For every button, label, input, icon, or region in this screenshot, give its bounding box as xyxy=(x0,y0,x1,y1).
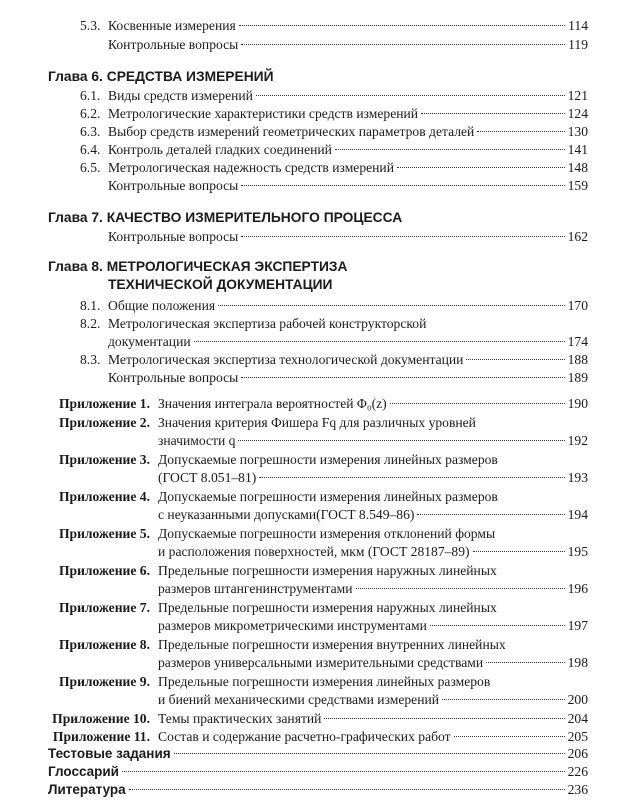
appendix-title-line: Допускаемые погрешности измерения линейных размеров xyxy=(158,489,498,504)
chapter-heading xyxy=(48,258,348,276)
appendix-title-line: Предельные погрешности измерения наружных линейных xyxy=(158,600,497,615)
entry-number: 6.2. xyxy=(80,106,101,121)
dot-leader xyxy=(430,625,565,626)
entry-page: 119 xyxy=(568,37,588,52)
entry-page: 206 xyxy=(567,746,588,761)
appendix-label: Приложение 2. xyxy=(58,415,150,430)
dot-leader xyxy=(174,753,565,754)
dot-leader xyxy=(241,236,564,237)
entry-number: 8.2. xyxy=(80,316,101,331)
dot-leader xyxy=(218,305,565,306)
chapter-title: МЕТРОЛОГИЧЕСКАЯ ЭКСПЕРТИЗА xyxy=(106,259,348,274)
entry-page: 192 xyxy=(567,433,588,448)
dot-leader xyxy=(259,477,564,478)
appendix-title-line: Предельные погрешности измерения линейных размеров xyxy=(158,674,491,689)
dot-leader xyxy=(241,44,565,45)
appendix-label: Приложение 1. xyxy=(58,396,150,411)
dot-leader xyxy=(356,588,565,589)
entry-page: 194 xyxy=(567,507,588,522)
chapter-title: СРЕДСТВА ИЗМЕРЕНИЙ xyxy=(106,69,274,84)
dot-leader xyxy=(417,514,564,515)
chapter-heading xyxy=(48,209,402,227)
dot-leader xyxy=(421,113,565,114)
entry-number: 6.1. xyxy=(80,88,101,103)
chapter-label: Глава 6. xyxy=(48,69,103,84)
dot-leader xyxy=(324,718,564,719)
entry-number: 6.3. xyxy=(80,124,101,139)
appendix-title-line: значимости q xyxy=(158,433,236,448)
chapter-label: Глава 7. xyxy=(48,210,103,225)
dot-leader xyxy=(473,551,565,552)
dot-leader xyxy=(442,699,565,700)
entry-page: 204 xyxy=(567,711,588,726)
chapter-title: ТЕХНИЧЕСКОЙ ДОКУМЕНТАЦИИ xyxy=(108,277,333,292)
entry-page: 226 xyxy=(567,764,588,779)
dot-leader xyxy=(390,403,565,404)
appendix-title-line: Допускаемые погрешности измерения отклонений формы xyxy=(158,526,496,541)
entry-page: 188 xyxy=(567,352,588,367)
appendix-label: Приложение 11. xyxy=(52,729,150,744)
appendix-title: Состав и содержание расчетно-графических работ xyxy=(158,729,451,744)
entry-title: Общие положения xyxy=(108,298,216,313)
entry-title: Контроль деталей гладких соединений xyxy=(108,142,332,157)
entry-number: 6.4. xyxy=(80,142,101,157)
entry-title: Метрологическая надежность средств измерений xyxy=(108,160,394,175)
entry-page: 236 xyxy=(567,782,588,797)
appendix-title-line: (ГОСТ 8.051–81) xyxy=(158,470,257,485)
entry-page: 200 xyxy=(567,692,588,707)
entry-page: 148 xyxy=(567,160,588,175)
appendix-label: Приложение 6. xyxy=(58,563,150,578)
appendix-title-line: размеров штангенинструментами xyxy=(158,581,353,596)
appendix-title: Темы практических занятий xyxy=(158,711,322,726)
appendix-label: Приложение 8. xyxy=(58,637,150,652)
entry-title: Литература xyxy=(48,782,126,797)
chapter-heading xyxy=(48,68,274,86)
dot-leader xyxy=(477,131,564,132)
entry-title-line: документации xyxy=(108,334,191,349)
dot-leader xyxy=(241,185,564,186)
entry-title: Контрольные вопросы xyxy=(108,229,239,244)
appendix-label: Приложение 9. xyxy=(58,674,150,689)
entry-page: 162 xyxy=(567,229,588,244)
entry-page: 190 xyxy=(567,396,588,411)
entry-title: Тестовые задания xyxy=(48,746,171,761)
entry-title: Глоссарий xyxy=(48,764,119,779)
appendix-title-line: с неуказанными допусками(ГОСТ 8.549–86) xyxy=(158,507,415,522)
appendix-title-line: Предельные погрешности измерения внутренних линейных xyxy=(158,637,506,652)
dot-leader xyxy=(397,167,565,168)
entry-page: 130 xyxy=(567,124,588,139)
appendix-label: Приложение 4. xyxy=(58,489,150,504)
dot-leader xyxy=(256,95,565,96)
entry-page: 174 xyxy=(567,334,588,349)
appendix-label: Приложение 10. xyxy=(52,711,150,726)
entry-number: 8.1. xyxy=(80,298,101,313)
appendix-label: Приложение 7. xyxy=(58,600,150,615)
entry-page: 141 xyxy=(567,142,588,157)
dot-leader xyxy=(194,341,565,342)
entry-title: Метрологические характеристики средств измерений xyxy=(108,106,419,121)
appendix-title: Значения интеграла вероятностей Φ₀(z) xyxy=(158,396,387,411)
dot-leader xyxy=(238,440,564,441)
entry-page: 205 xyxy=(567,729,588,744)
entry-page: 193 xyxy=(567,470,588,485)
entry-page: 159 xyxy=(567,178,588,193)
entry-page: 196 xyxy=(567,581,588,596)
appendix-label: Приложение 5. xyxy=(58,526,150,541)
dot-leader xyxy=(241,377,564,378)
entry-title: Контрольные вопросы xyxy=(108,178,239,193)
appendix-title-line: Предельные погрешности измерения наружных линейных xyxy=(158,563,497,578)
entry-title: Косвенные измерения xyxy=(108,18,236,33)
entry-page: 124 xyxy=(567,106,588,121)
entry-page: 197 xyxy=(567,618,588,633)
dot-leader xyxy=(335,149,565,150)
entry-title: Виды средств измерений xyxy=(108,88,253,103)
entry-page: 189 xyxy=(567,370,588,385)
dot-leader xyxy=(129,789,565,790)
entry-title: Контрольные вопросы xyxy=(108,37,239,52)
entry-page: 195 xyxy=(567,544,588,559)
dot-leader xyxy=(486,662,564,663)
entry-title: Контрольные вопросы xyxy=(108,370,239,385)
entry-page: 198 xyxy=(567,655,588,670)
dot-leader xyxy=(122,771,565,772)
appendix-title-line: размеров микрометрическими инструментами xyxy=(158,618,427,633)
entry-title: Метрологическая экспертиза технологической документации xyxy=(108,352,464,367)
appendix-title-line: Значения критерия Фишера Fq для различных уровней xyxy=(158,415,476,430)
dot-leader xyxy=(239,25,565,26)
entry-number: 5.3. xyxy=(80,18,101,33)
dot-leader xyxy=(466,359,564,360)
entry-page: 170 xyxy=(567,298,588,313)
entry-number: 6.5. xyxy=(80,160,101,175)
appendix-title-line: и биений механическими средствами измерений xyxy=(158,692,440,707)
entry-page: 121 xyxy=(567,88,588,103)
dot-leader xyxy=(454,736,565,737)
chapter-heading-continuation xyxy=(108,276,332,294)
entry-title: Выбор средств измерений геометрических параметров деталей xyxy=(108,124,475,139)
entry-page: 114 xyxy=(568,18,588,33)
chapter-label: Глава 8. xyxy=(48,259,103,274)
appendix-label: Приложение 3. xyxy=(58,452,150,467)
appendix-title-line: Допускаемые погрешности измерения линейных размеров xyxy=(158,452,498,467)
entry-number: 8.3. xyxy=(80,352,101,367)
chapter-title: КАЧЕСТВО ИЗМЕРИТЕЛЬНОГО ПРОЦЕССА xyxy=(106,210,403,225)
entry-title-line: Метрологическая экспертиза рабочей конструкторской xyxy=(108,316,427,331)
appendix-title-line: размеров универсальными измерительными средствами xyxy=(158,655,484,670)
appendix-title-line: и расположения поверхностей, мкм (ГОСТ 28187–89) xyxy=(158,544,470,559)
